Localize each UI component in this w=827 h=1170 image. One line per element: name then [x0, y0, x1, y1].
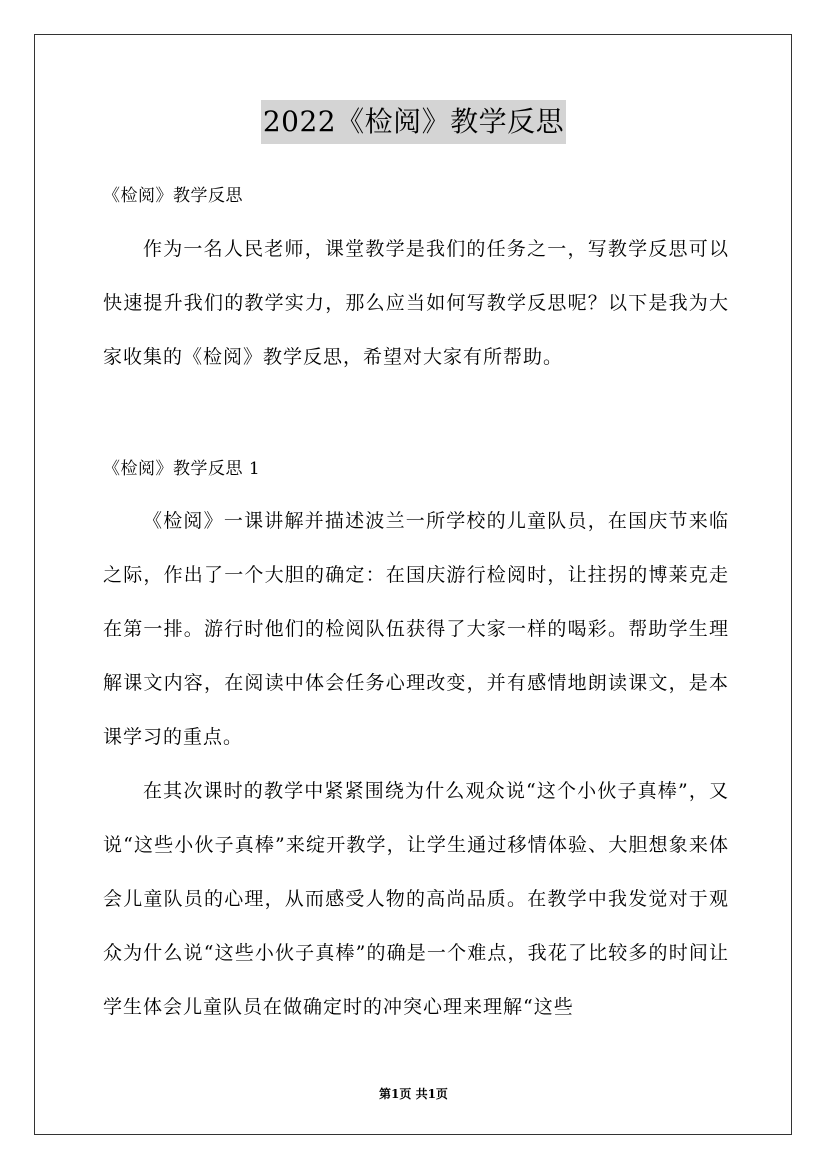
document-title-wrapper [0, 100, 827, 148]
intro-paragraph: 作为一名人民老师，课堂教学是我们的任务之一，写教学反思可以快速提升我们的教学实力，那么应当如何写教学反思呢？以下是我为大家收集的《检阅》教学反思，希望对大家有所帮助。 [103, 238, 729, 368]
section1-paragraph-2: 在其次课时的教学中紧紧围绕为什么观众说“这个小伙子真棒”，又说“这些小伙子真棒”来绽开教学，让学生通过移情体验、大胆想象来体会儿童队员的心理，从而感受人物的高尚品质。在教学中我发觉对于观众为什么说“这些小伙子真棒”的确是一个难点，我花了比较多的时间让学生体会儿童队员在做确定时的冲突心理来理解“这些 [103, 780, 729, 1018]
section1-heading: 《检阅》教学反思 1 [103, 459, 261, 479]
document-title: 2022《检阅》教学反思 [261, 100, 566, 144]
intro-heading: 《检阅》教学反思 [103, 186, 243, 206]
page-number-footer: 第1页 共1页 [379, 1087, 448, 1101]
section1-paragraph-1: 《检阅》一课讲解并描述波兰一所学校的儿童队员，在国庆节来临之际，作出了一个大胆的确定：在国庆游行检阅时，让拄拐的博莱克走在第一排。游行时他们的检阅队伍获得了大家一样的喝彩。帮助学生理解课文内容，在阅读中体会任务心理改变，并有感情地朗读课文，是本课学习的重点。 [103, 510, 729, 748]
